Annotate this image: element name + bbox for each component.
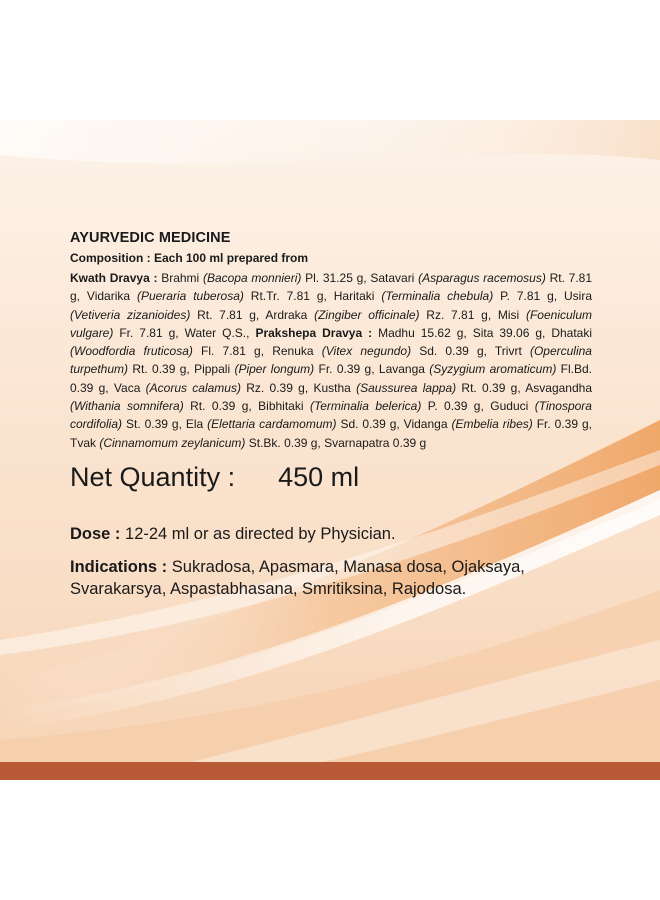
ingredient-group-label: Prakshepa Dravya : bbox=[255, 325, 373, 340]
indications-value: Sukradosa, Apasmara, Manasa dosa, Ojaksaya, Svarakarsya, Aspastabhasana, Smritiksina, Rajodosa. bbox=[70, 558, 525, 598]
botanical-name: (Acorus calamus) bbox=[145, 380, 241, 395]
ingredient-text: St. 0.39 g, Ela bbox=[122, 417, 208, 432]
net-quantity bbox=[70, 462, 359, 493]
ingredient-text: Sd. 0.39 g, Vidanga bbox=[336, 417, 452, 432]
composition-heading: Composition : Each 100 ml prepared from bbox=[70, 251, 309, 265]
dose-line bbox=[70, 525, 396, 544]
ingredient-text: Pl. 31.25 g, Satavari bbox=[301, 271, 419, 285]
net-quantity-label: Net Quantity : bbox=[70, 462, 236, 492]
ingredient-text: Rz. 0.39 g, Kustha bbox=[240, 380, 357, 395]
botanical-name: (Vetiveria zizanioides) bbox=[70, 307, 191, 322]
ingredient-text: Rt. 0.39 g, Asvagandha bbox=[456, 380, 593, 395]
indications-line bbox=[70, 556, 570, 600]
botanical-name: (Foeniculum vulgare) bbox=[70, 307, 592, 340]
botanical-name: (Zingiber officinale) bbox=[314, 307, 420, 322]
ingredient-text: Rt. 0.39 g, Pippali bbox=[128, 362, 235, 377]
ingredient-text: Rt.Tr. 7.81 g, Haritaki bbox=[243, 289, 382, 304]
bottom-color-band bbox=[0, 762, 660, 780]
ingredients-block bbox=[70, 230, 592, 452]
medicine-type-heading: AYURVEDIC MEDICINE bbox=[70, 230, 231, 246]
botanical-name: (Withania somnifera) bbox=[70, 399, 184, 414]
botanical-name: (Syzygium aromaticum) bbox=[429, 362, 557, 377]
botanical-name: (Saussurea lappa) bbox=[356, 380, 457, 395]
botanical-name: (Operculina turpethum) bbox=[70, 344, 592, 377]
botanical-name: (Woodfordia fruticosa) bbox=[70, 344, 193, 359]
ingredient-text: Rz. 7.81 g, Misi bbox=[419, 307, 526, 322]
botanical-name: (Asparagus racemosus) bbox=[418, 271, 546, 285]
dose-label: Dose : bbox=[70, 525, 121, 543]
botanical-name: (Embelia ribes) bbox=[451, 417, 533, 432]
botanical-name: (Bacopa monnieri) bbox=[202, 271, 302, 285]
dose-value: 12-24 ml or as directed by Physician. bbox=[120, 525, 396, 543]
botanical-name: (Terminalia belerica) bbox=[309, 399, 422, 414]
botanical-name: (Elettaria cardamomum) bbox=[207, 417, 337, 432]
ingredient-text: St.Bk. 0.39 g, Svarnapatra 0.39 g bbox=[245, 435, 427, 450]
ingredient-text: P. 0.39 g, Guduci bbox=[421, 399, 535, 414]
ingredient-text: Madhu 15.62 g, Sita 39.06 g, Dhataki bbox=[372, 325, 593, 340]
ingredient-text: Fr. 0.39 g, Lavanga bbox=[314, 362, 430, 377]
ingredient-text: Brahmi bbox=[157, 271, 203, 285]
ingredient-group-label: Kwath Dravya : bbox=[70, 271, 158, 285]
ingredient-text: Rt. 7.81 g, Ardraka bbox=[190, 307, 315, 322]
indications-label: Indications : bbox=[70, 558, 168, 576]
botanical-name: (Vitex negundo) bbox=[321, 344, 412, 359]
ingredient-text: Fl. 7.81 g, Renuka bbox=[192, 344, 322, 359]
ingredient-text: Sd. 0.39 g, Trivrt bbox=[411, 344, 530, 359]
botanical-name: (Pueraria tuberosa) bbox=[136, 289, 244, 304]
botanical-name: (Piper longum) bbox=[234, 362, 315, 377]
ingredient-text: Rt. 0.39 g, Bibhitaki bbox=[183, 399, 310, 414]
ingredient-text: Fr. 7.81 g, Water Q.S., bbox=[113, 325, 256, 340]
ingredient-text: Fl.Bd. 0.39 g, Vaca bbox=[70, 362, 592, 395]
ingredient-text: Fr. 0.39 g, Tvak bbox=[70, 417, 592, 450]
ingredient-text: Rt. 7.81 g, Vidarika bbox=[70, 271, 592, 304]
net-quantity-value: 450 ml bbox=[278, 462, 360, 492]
ingredient-text: P. 7.81 g, Usira bbox=[493, 289, 592, 304]
botanical-name: (Terminalia chebula) bbox=[381, 289, 494, 304]
botanical-name: (Cinnamomum zeylanicum) bbox=[99, 435, 246, 450]
botanical-name: (Tinospora cordifolia) bbox=[70, 399, 592, 432]
ingredients-list bbox=[70, 269, 592, 452]
